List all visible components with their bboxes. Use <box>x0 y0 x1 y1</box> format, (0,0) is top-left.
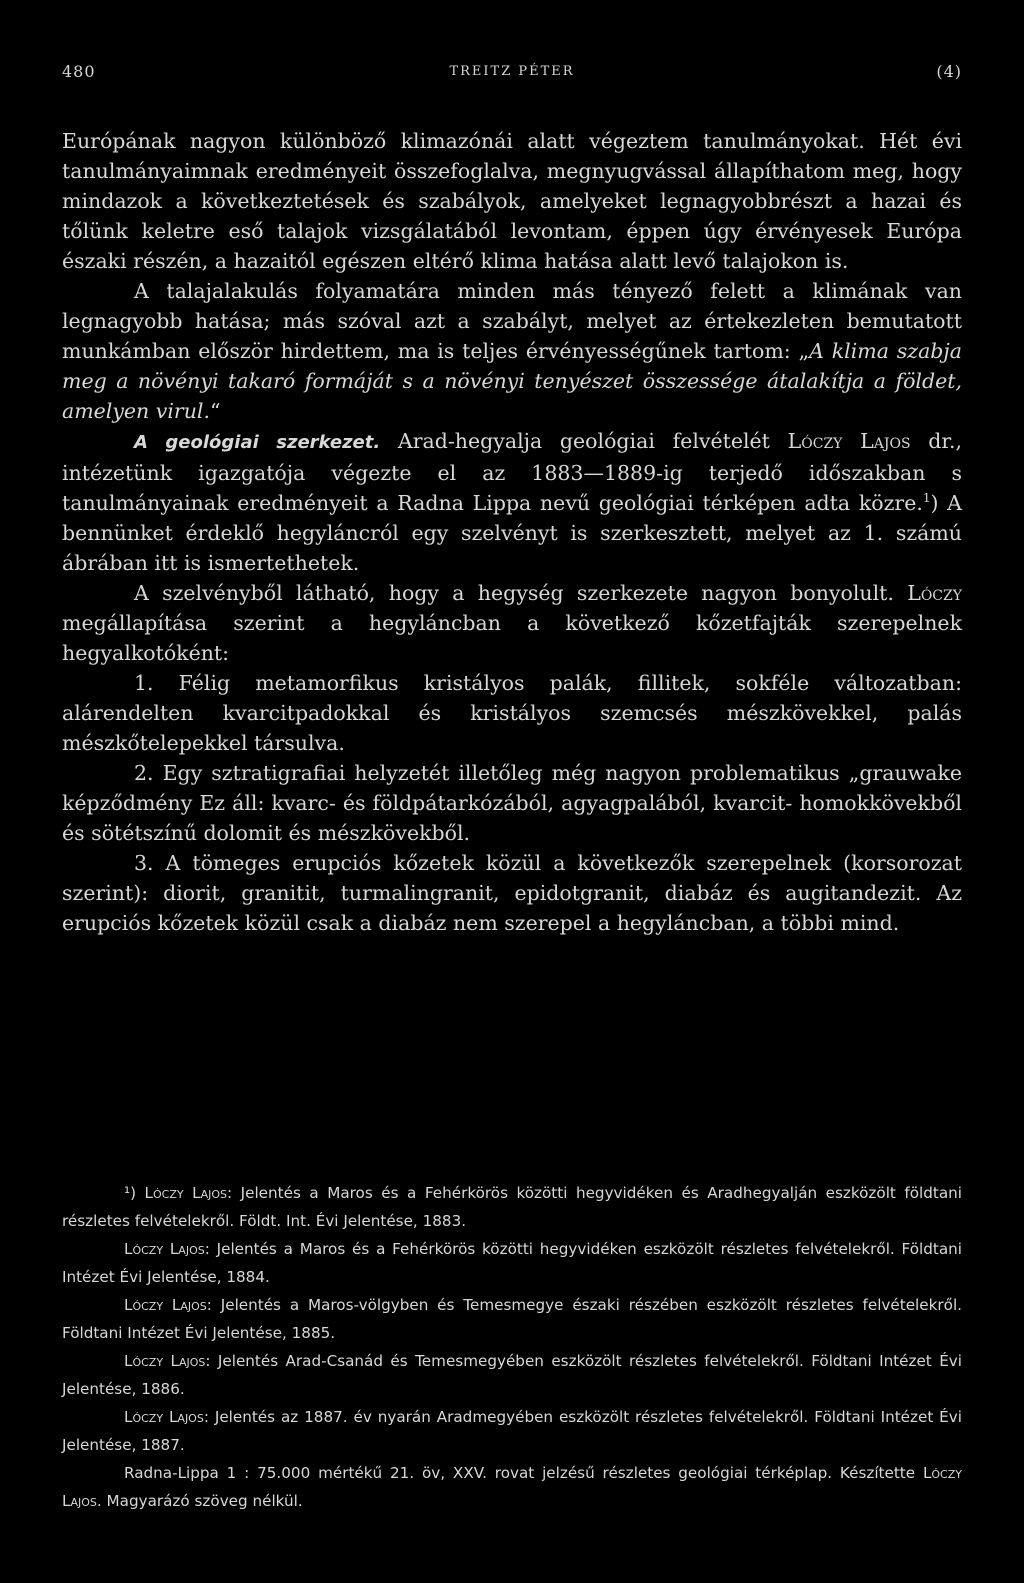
footnote-text: : Jelentés az 1887. év nyarán Aradmegyében eszközölt részletes felvételekről. Földtani Intézet Évi Jelentése, 1887. <box>62 1408 962 1454</box>
footnote-author: Lóczy Lajos <box>124 1408 204 1426</box>
footnote-2 <box>62 1235 962 1291</box>
footnote-author: Lóczy Lajos <box>144 1184 227 1202</box>
footnotes <box>62 1179 962 1515</box>
paragraph-7: 3. A tömeges erupciós kőzetek közül a következők szerepelnek (korsorozat szerint): diorit, granitit, turmalingranit, epidotgranit, diabáz és augitandezit. Az erupciós kőzetek közül csak a diabáz nem szerepel a hegyláncban, a többi mind. <box>62 851 962 935</box>
section-heading-geology: A geológiai szerkezet. <box>134 432 381 453</box>
footnote-ref: 1 <box>922 491 931 506</box>
main-text <box>62 126 962 938</box>
footnote-text: : Jelentés Arad-Csanád és Temesmegyében eszközölt részletes felvételekről. Földtani Intézet Évi Jelentése, 1886. <box>62 1352 962 1398</box>
paragraph-6: 2. Egy sztratigrafiai helyzetét illetőleg még nagyon problematikus „grauwake képződmény Ez áll: kvarc- és földpátarkózából, agyagpalából, kvarcit- homokkövekből és sötétszínű dolomit és mészkövekből. <box>62 761 962 845</box>
footnote-author: Lóczy Lajos <box>124 1296 207 1314</box>
footnote-author: Lóczy Lajos <box>124 1240 205 1258</box>
paragraph-3 <box>62 426 962 578</box>
running-title: TREITZ PÉTER <box>449 64 575 79</box>
footnote-mark: ¹) <box>124 1184 145 1202</box>
paragraph-3-b: dr., intézetünk igazgatója végezte el az 1883—1889-ig terjedő időszakban s tanulmányainak eredményeit a Radna Lippa nevű geológiai térképen adta közre. <box>62 429 962 515</box>
footnote-4 <box>62 1347 962 1403</box>
footnote-text: : Jelentés a Maros és a Fehérkörös közötti hegyvidéken eszközölt részletes felvételekről. Földtani Intézet Évi Jelentése, 1884. <box>62 1240 962 1286</box>
footnote-6 <box>62 1459 962 1515</box>
paragraph-3-c: ) A bennünket érdeklő hegyláncról egy szelvényt is szerkesztett, melyet az 1. számú ábrában itt is ismertethetek. <box>62 491 962 575</box>
klima-rule-quote: A klima szabja meg a növényi takaró formáját s a növényi tenyészet összessége átalakítja a földet, amelyen virul. <box>62 339 962 423</box>
section-number: (4) <box>936 62 962 81</box>
footnote-author: Lóczy Lajos <box>124 1352 206 1370</box>
paragraph-2-close: “ <box>210 399 221 423</box>
paragraph-3-a: Arad-hegyalja geológiai felvételét <box>380 429 788 453</box>
paragraph-4-a: A szelvényből látható, hogy a hegység szerkezete nagyon bonyolult. <box>134 581 908 605</box>
paragraph-2-lead: A talajalakulás folyamatára minden más tényező felett a klimának van legnagyobb hatása; más szóval azt a szabályt, melyet az értekezleten bemutatott munkámban először hirdettem, ma is teljes érvényességűnek tartom: „ <box>62 279 962 363</box>
author-name: Lóczy <box>907 581 962 605</box>
paragraph-1: Európának nagyon különböző klimazónái alatt végeztem tanulmányokat. Hét évi tanulmányaimnak eredményeit összefoglalva, megnyugvással állapíthatom meg, hogy mindazok a következtetések és szabályok, amelyeket legnagyobbrészt a hazai és tőlünk keletre eső talajok vizsgálatából levontam, éppen úgy érvényesek Európa északi részén, a hazaitól egészen eltérő klima hatása alatt levő talajokon is. <box>62 129 962 273</box>
footnote-text: : Jelentés a Maros és a Fehérkörös közötti hegyvidéken és Aradhegyalján eszközölt földtani részletes felvételekről. Földt. Int. Évi Jelentése, 1883. <box>62 1184 962 1230</box>
page-header <box>62 62 962 86</box>
paragraph-2 <box>62 276 962 426</box>
paragraph-4 <box>62 578 962 668</box>
footnote-text: . Magyarázó szöveg nélkül. <box>96 1492 303 1510</box>
footnote-text: : Jelentés a Maros-völgyben és Temesmegye északi részében eszközölt részletes felvételekről. Földtani Intézet Évi Jelentése, 1885. <box>62 1296 962 1342</box>
page-number: 480 <box>62 62 96 81</box>
footnote-3 <box>62 1291 962 1347</box>
paragraph-5: 1. Félig metamorfikus kristályos palák, fillitek, sokféle változatban: alárendelten kvarcitpadokkal és kristályos szemcsés mészkövekkel, palás mészkőtelepekkel társulva. <box>62 671 962 755</box>
author-name: Lóczy Lajos <box>787 429 911 453</box>
footnote-5 <box>62 1403 962 1459</box>
paragraph-4-b: megállapítása szerint a hegyláncban a következő kőzetfajták szerepelnek hegyalkotóként: <box>62 611 962 665</box>
footnote-1 <box>62 1179 962 1235</box>
footnote-author: Lóczy Lajos <box>62 1464 962 1510</box>
footnote-text: Radna-Lippa 1 : 75.000 mértékű 21. öv, XXV. rovat jelzésű részletes geológiai térképlap. Készítette <box>124 1464 923 1482</box>
